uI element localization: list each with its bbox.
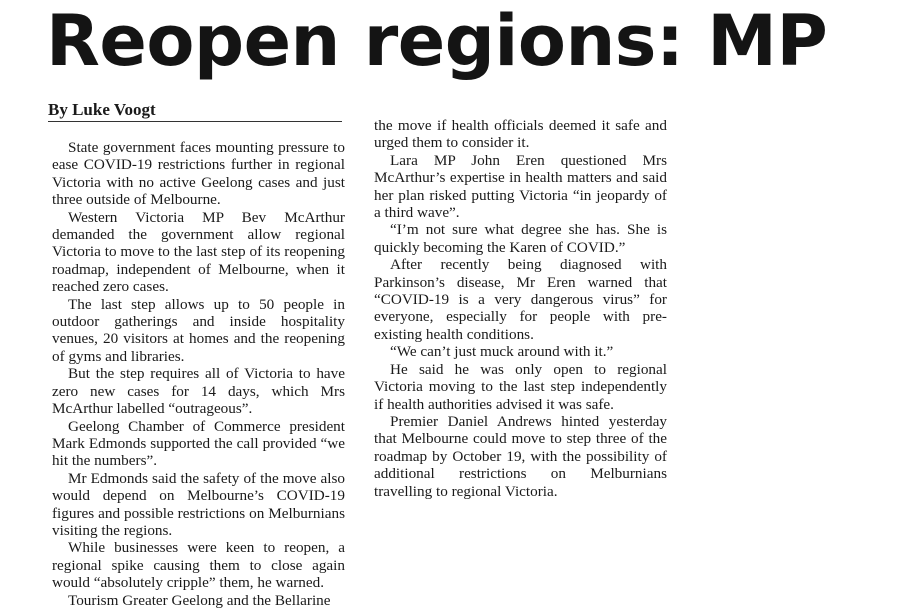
paragraph: But the step requires all of Victoria to have zero new cases for 14 days, which Mrs McArthur labelled “outrageous”.: [52, 365, 345, 418]
paragraph: Premier Daniel Andrews hinted yesterday that Melbourne could move to step three of the roadmap by October 19, with the possibility of additional restrictions on Melburnians travelling to regional Victoria.: [374, 412, 667, 500]
article-column-2: [374, 117, 667, 500]
paragraph: State government faces mounting pressure to ease COVID-19 restrictions further in regional Victoria with no active Geelong cases and just three outside of Melbourne.: [52, 139, 345, 209]
byline: By Luke Voogt: [48, 100, 342, 122]
paragraph: Lara MP John Eren questioned Mrs McArthur’s expertise in health matters and said her plan risked putting Victoria “in jeopardy of a third wave”.: [374, 151, 667, 222]
article-column-1: [52, 139, 345, 609]
paragraph: After recently being diagnosed with Parkinson’s disease, Mr Eren warned that “COVID-19 is a very dangerous virus” for everyone, especially for people with pre-existing health conditions.: [374, 256, 667, 343]
paragraph: Mr Edmonds said the safety of the move also would depend on Melbourne’s COVID-19 figures and possible restrictions on Melburnians visiting the regions.: [52, 469, 345, 539]
paragraph: He said he was only open to regional Victoria moving to the last step independently if health authorities advised it was safe.: [374, 360, 667, 413]
paragraph: Western Victoria MP Bev McArthur demanded the government allow regional Victoria to move to the last step of its reopening roadmap, independent of Melbourne, when it reached zero cases.: [52, 208, 345, 296]
paragraph: The last step allows up to 50 people in outdoor gatherings and inside hospitality venues, 20 visitors at homes and the reopening of gyms and libraries.: [52, 295, 345, 365]
paragraph: Geelong Chamber of Commerce president Mark Edmonds supported the call provided “we hit the numbers”.: [52, 417, 345, 470]
paragraph: Tourism Greater Geelong and the Bellarine: [68, 591, 331, 609]
paragraph: “We can’t just muck around with it.”: [390, 343, 614, 361]
paragraph: “I’m not sure what degree she has. She is quickly becoming the Karen of COVID.”: [374, 221, 667, 256]
paragraph-continued: the move if health officials deemed it safe and urged them to consider it.: [374, 117, 667, 152]
headline: Reopen regions: MP: [46, 0, 828, 82]
paragraph: While businesses were keen to reopen, a regional spike causing them to close again would “absolutely cripple” them, he warned.: [52, 539, 345, 592]
